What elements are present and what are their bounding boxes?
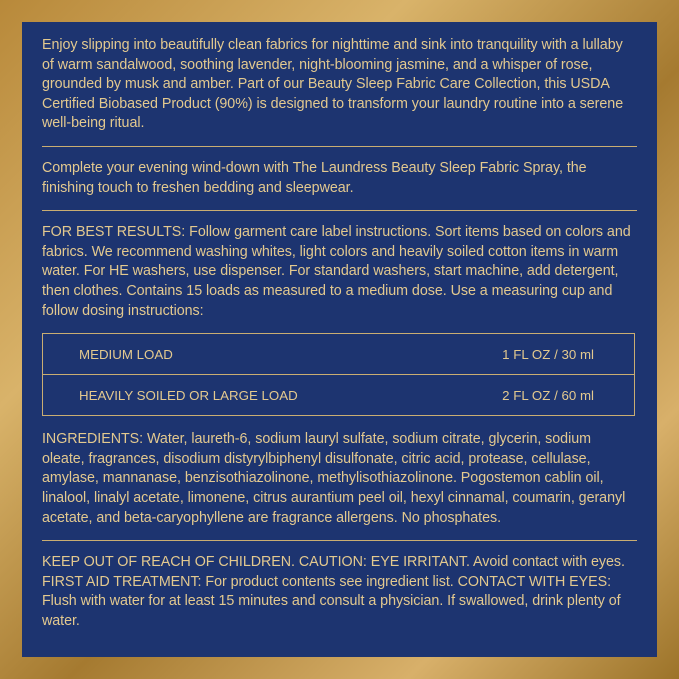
dosing-row [43, 375, 635, 416]
ingredients-paragraph: INGREDIENTS: Water, laureth-6, sodium lauryl sulfate, sodium citrate, glycerin, sodium oleate, fragrances, disodium distyrylbiphenyl disulfonate, citric acid, protease, cellulase, amylase, mannanase, benzisothiazolinone, methylisothiazolinone. Pogostemon cablin oil, linalool, linalyl acetate, limonene, citrus aurantium peel oil, hexyl cinnamal, coumarin, geranyl acetate, and beta-caryophyllene are fragrance allergens. No phosphates. [42, 431, 626, 526]
fabric-spray-paragraph: Complete your evening wind-down with The Laundress Beauty Sleep Fabric Spray, the finishing touch to freshen bedding and sleepwear. [42, 159, 587, 196]
load-amount: 1 FL OZ / 30 ml [502, 346, 594, 362]
dosing-row [43, 334, 635, 375]
dosing-cell [43, 375, 635, 416]
dosing-cell [43, 334, 635, 375]
load-label: MEDIUM LOAD [79, 346, 173, 362]
intro-paragraph: Enjoy slipping into beautifully clean fabrics for nighttime and sink into tranquility with a lullaby of warm sandalwood, soothing lavender, night-blooming jasmine, and a whisper of rose, grounded by musk and amber. Part of our Beauty Sleep Fabric Care Collection, this USDA Certified Biobased Product (90%) is designed to transform your laundry routine into a serene well-being ritual. [42, 37, 624, 132]
load-label: HEAVILY SOILED OR LARGE LOAD [79, 387, 298, 403]
label-panel [22, 22, 657, 657]
warning-paragraph: KEEP OUT OF REACH OF CHILDREN. CAUTION: EYE IRRITANT. Avoid contact with eyes. FIRST AID TREATMENT: For product contents see ingredient list. CONTACT WITH EYES: Flush with water for at least 15 minutes and consult a physician. If swallowed, drink plenty of water. [42, 554, 625, 629]
divider [42, 146, 637, 147]
divider [42, 210, 637, 211]
load-amount: 2 FL OZ / 60 ml [502, 387, 594, 403]
dosing-table [42, 333, 635, 416]
best-results-paragraph: FOR BEST RESULTS: Follow garment care label instructions. Sort items based on colors and fabrics. We recommend washing whites, light colors and heavily soiled cotton items in warm water. For HE washers, use dispenser. For standard washers, start machine, add detergent, then clothes. Contains 15 loads as measured to a medium dose. Use a measuring cup and follow dosing instructions: [42, 224, 631, 319]
divider [42, 540, 637, 541]
